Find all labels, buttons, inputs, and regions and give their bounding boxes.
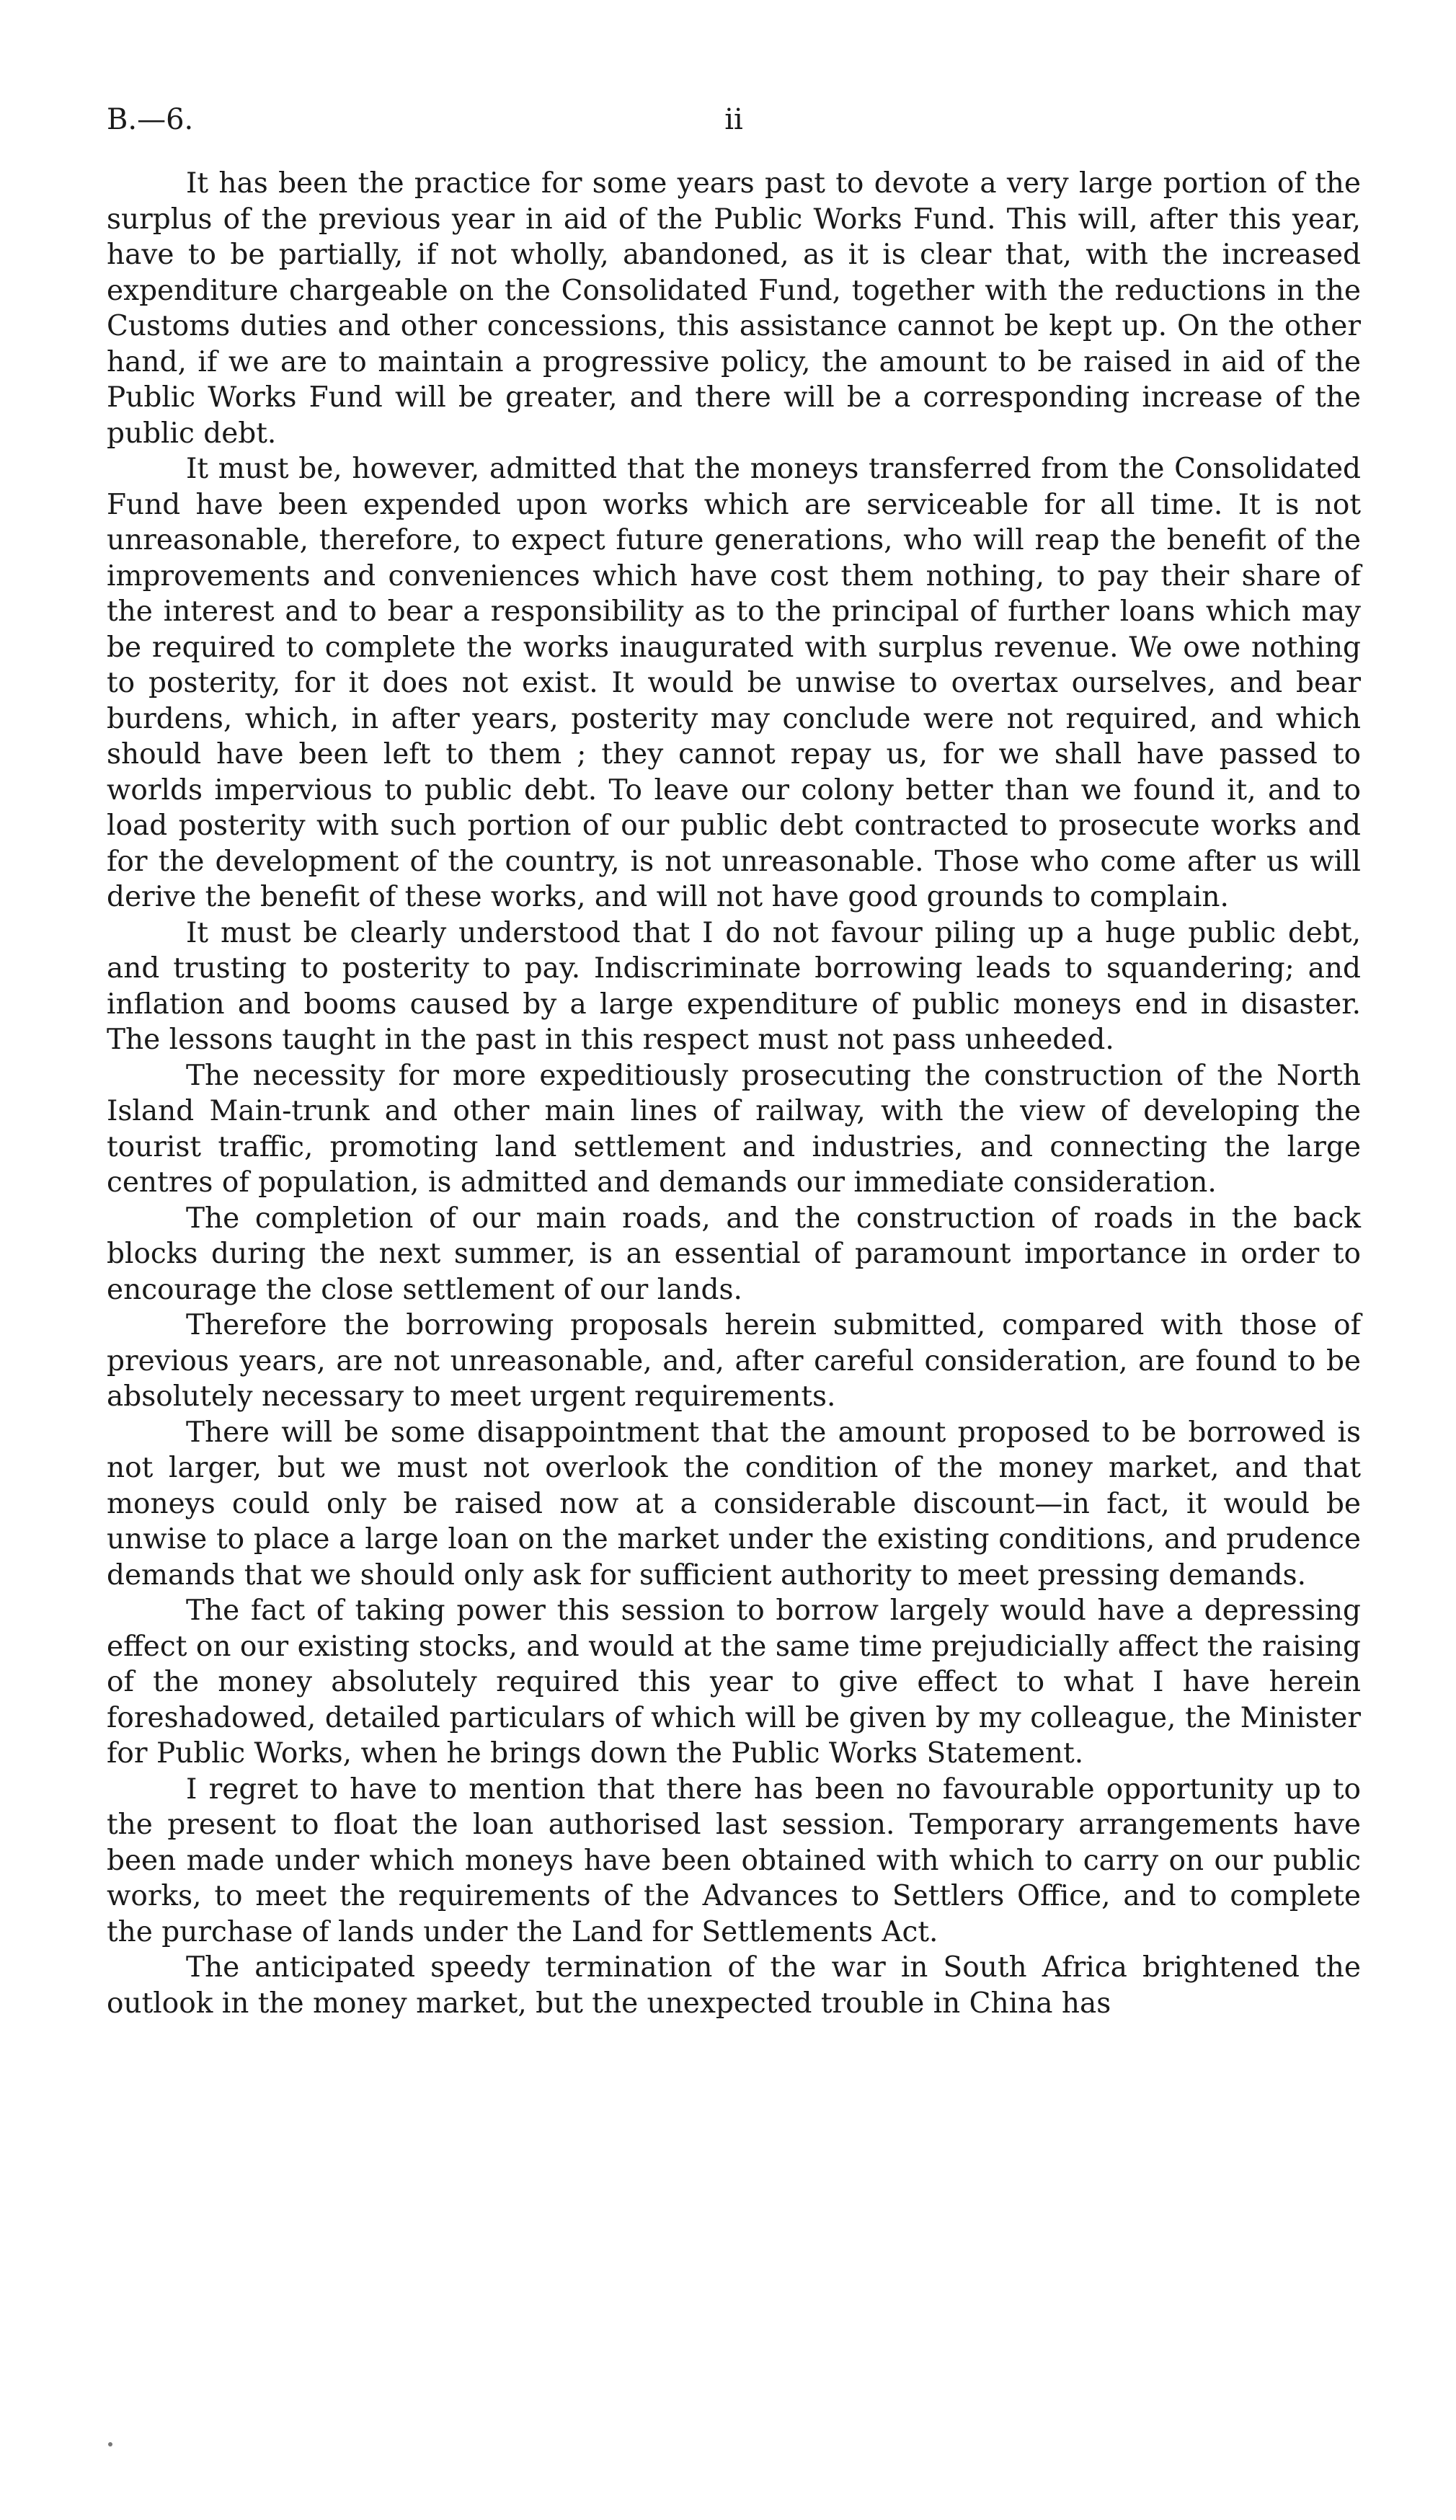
paragraph-main-trunk-railway: The necessity for more expeditiously prosecuting the construction of the North Island Main-trunk and other main lines of railway, with the view of developing the tourist traffic, promoting land settlement and industries, and connecting the large centres of population, is admitted and demands our immediate consideration. — [107, 1059, 1361, 1199]
paragraph-south-africa-china: The anticipated speedy termination of the war in South Africa brightened the outlook in the money market, but the unexpected trouble in China has — [107, 1951, 1361, 2020]
paragraph-borrowing-proposals: Therefore the borrowing proposals herein submitted, compared with those of previous years, are not unreasonable, and, after careful consideration, are found to be absolutely necessary to meet urgent requirements. — [107, 1309, 1361, 1413]
paragraph-public-debt-caution: It must be clearly understood that I do not favour piling up a huge public debt, and trusting to posterity to pay. Indiscriminate borrowing leads to squandering; and inflation and booms caused by a large expenditure of public moneys end in disaster. The lessons taught in the past in this respect must not pass unheeded. — [107, 916, 1361, 1056]
paragraph-surplus-public-works: It has been the practice for some years past to devote a very large portion of the surplus of the previous year in aid of the Public Works Fund. This will, after this year, have to be partially, if not wholly, abandoned, as it is clear that, with the increased expenditure chargeable on the Consolidated Fund, together with the reductions in the Customs duties and other concessions, this assistance cannot be kept up. On the other hand, if we are to maintain a progressive policy, the amount to be raised in aid of the Public Works Fund will be greater, and there will be a corresponding increase of the public debt. — [107, 167, 1361, 450]
page-header — [107, 98, 1361, 141]
paragraph-posterity: It must be, however, admitted that the moneys transferred from the Consolidated Fund have been expended upon works which are serviceable for all time. It is not unreasonable, therefore, to expect future generations, who will reap the benefit of the improvements and conveniences which have cost them nothing, to pay their share of the interest and to bear a responsibility as to the principal of further loans which may be required to complete the works inaugurated with surplus revenue. We owe nothing to posterity, for it does not exist. It would be unwise to overtax ourselves, and bear burdens, which, in after years, posterity may conclude were not required, and which should have been left to them ; they cannot repay us, for we shall have passed to worlds impervious to public debt. To leave our colony better than we found it, and to load posterity with such portion of our public debt contracted to prosecute works and for the development of the country, is not unreasonable. Those who come after us will derive the benefit of these works, and will not have good grounds to complain. — [107, 453, 1361, 913]
document-reference: B.—6. — [107, 103, 194, 136]
page-number: ii — [724, 103, 743, 136]
paragraph-loan-authorised: I regret to have to mention that there has been no favourable opportunity up to the present to float the loan authorised last session. Temporary arrangements have been made under which moneys have been obtained with which to carry on our public works, to meet the requirements of the Advances to Settlers Office, and to complete the purchase of lands under the Land for Settlements Act. — [107, 1773, 1361, 1948]
paragraph-main-roads: The completion of our main roads, and the construction of roads in the back blocks during the next summer, is an essential of paramount importance in order to encourage the close settlement of our lands. — [107, 1202, 1361, 1306]
paragraph-borrowing-power: The fact of taking power this session to borrow largely would have a depressing effect on our existing stocks, and would at the same time prejudicially affect the raising of the money absolutely required this year to give effect to what I have herein foreshadowed, detailed particulars of which will be given by my colleague, the Minister for Public Works, when he brings down the Public Works Statement. — [107, 1594, 1361, 1770]
ink-speck — [108, 2442, 112, 2446]
body-text — [107, 166, 1361, 2021]
paragraph-money-market: There will be some disappointment that the amount proposed to be borrowed is not larger, but we must not overlook the condition of the money market, and that moneys could only be raised now at a considerable discount—in fact, it would be unwise to place a large loan on the market under the existing conditions, and prudence demands that we should only ask for sufficient authority to meet pressing demands. — [107, 1416, 1361, 1592]
